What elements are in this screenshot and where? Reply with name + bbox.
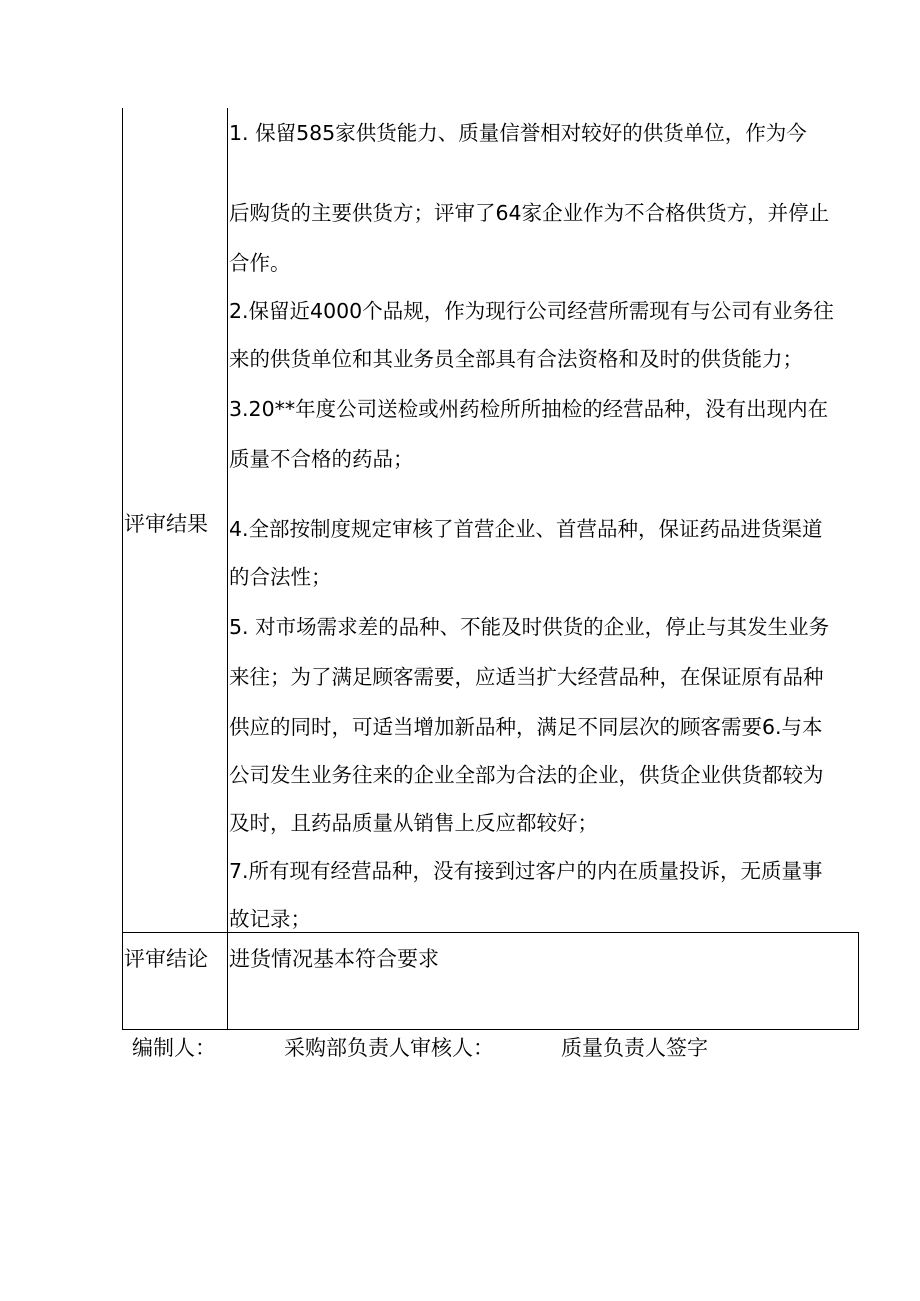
results-line: 3.20**年度公司送检或州药检所所抽检的经营品种，没有出现内在: [229, 397, 829, 421]
results-line: 及时，且药品质量从销售上反应都较好；: [229, 811, 598, 835]
results-line: 故记录；: [229, 907, 311, 931]
results-line: 供应的同时，可适当增加新品种，满足不同层次的顾客需要6.与本: [229, 715, 823, 739]
purchasing-reviewer-label: 采购部负责人审核人：: [284, 1036, 494, 1060]
results-line: 来往；为了满足顾客需要，应适当扩大经营品种，在保证原有品种: [229, 665, 824, 689]
results-line: 来的供货单位和其业务员全部具有合法资格和及时的供货能力；: [229, 347, 803, 371]
results-line: 4.全部按制度规定审核了首营企业、首营品种，保证药品进货渠道: [229, 517, 823, 541]
review-conclusion-label: 评审结论: [124, 947, 208, 971]
results-line: 后购货的主要供货方；评审了64家企业作为不合格供货方，并停止: [229, 201, 830, 225]
review-results-label: 评审结果: [124, 512, 208, 536]
quality-signature-label: 质量负责人签字: [561, 1036, 708, 1060]
table-right-border: [858, 932, 859, 1030]
results-line: 5. 对市场需求差的品种、不能及时供货的企业，停止与其发生业务: [229, 615, 830, 639]
review-conclusion-text: 进货情况基本符合要求: [229, 947, 439, 971]
results-line: 公司发生业务往来的企业全部为合法的企业，供货企业供货都较为: [229, 763, 824, 787]
results-line: 质量不合格的药品；: [229, 447, 414, 471]
results-line: 1. 保留585家供货能力、质量信誉相对较好的供货单位，作为今: [229, 121, 807, 145]
results-line: 的合法性；: [229, 565, 332, 589]
table-left-border: [122, 108, 123, 1030]
results-line: 7.所有现有经营品种，没有接到过客户的内在质量投诉，无质量事: [229, 859, 823, 883]
results-line: 合作。: [229, 251, 291, 275]
compiler-label: 编制人：: [132, 1036, 216, 1060]
table-column-divider: [227, 108, 228, 1030]
table-bottom-border: [122, 1029, 859, 1030]
table-row-divider: [122, 932, 859, 933]
results-line: 2.保留近4000个品规，作为现行公司经营所需现有与公司有业务往: [229, 299, 834, 323]
